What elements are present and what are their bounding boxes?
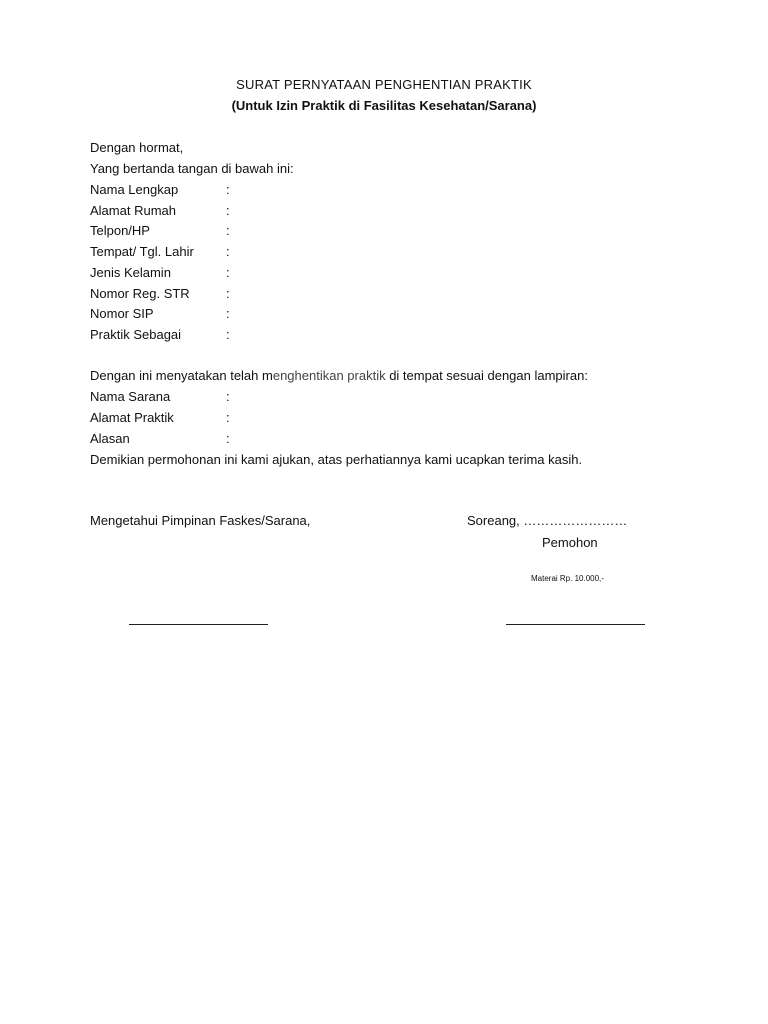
field-alamat-praktik [90, 410, 230, 426]
document-subtitle: (Untuk Izin Praktik di Fasilitas Kesehatan/Sarana) [231, 98, 537, 113]
field-label: Tempat/ Tgl. Lahir [90, 244, 194, 259]
field-label: Nomor Reg. STR [90, 286, 190, 301]
statement-part-3: di tempat sesuai dengan lampiran: [385, 368, 588, 383]
field-label: Jenis Kelamin [90, 265, 171, 280]
field-label: Praktik Sebagai [90, 327, 182, 342]
signature-line-left [129, 624, 268, 625]
signature-line-right [506, 624, 645, 625]
field-colon: : [226, 265, 230, 280]
document-title: SURAT PERNYATAAN PENGHENTIAN PRAKTIK [236, 77, 532, 92]
field-colon: : [226, 389, 230, 404]
closing-text: Demikian permohonan ini kami ajukan, atas perhatiannya kami ucapkan terima kasih. [90, 452, 583, 467]
field-label: Alamat Praktik [90, 410, 174, 425]
field-label: Alasan [90, 431, 130, 446]
field-label: Nama Sarana [90, 389, 171, 404]
field-colon: : [226, 203, 230, 218]
field-colon: : [226, 431, 230, 446]
field-label: Nama Lengkap [90, 182, 179, 197]
field-colon: : [226, 223, 230, 238]
field-colon: : [226, 410, 230, 425]
field-colon: : [226, 286, 230, 301]
applicant-label: Pemohon [542, 535, 598, 550]
field-nama-sarana [90, 389, 230, 405]
statement-text [90, 368, 588, 384]
field-label: Nomor SIP [90, 306, 154, 321]
acknowledgement-label: Mengetahui Pimpinan Faskes/Sarana, [90, 513, 311, 528]
greeting: Dengan hormat, [90, 140, 184, 155]
field-colon: : [226, 327, 230, 342]
field-praktik-sebagai [90, 327, 230, 343]
field-colon: : [226, 244, 230, 259]
field-colon: : [226, 306, 230, 321]
field-nama-lengkap [90, 182, 230, 198]
signed-below-text: Yang bertanda tangan di bawah ini: [90, 161, 294, 176]
field-nomor-sip [90, 306, 230, 322]
field-jenis-kelamin [90, 265, 230, 281]
field-colon: : [226, 182, 230, 197]
field-nomor-reg-str [90, 286, 230, 302]
place-date: Soreang, …………………… [467, 513, 628, 528]
field-alamat-rumah [90, 203, 230, 219]
statement-part-1: Dengan ini menyatakan telah m [90, 368, 273, 383]
stamp-note: Materai Rp. 10.000,- [531, 574, 604, 583]
statement-part-2: enghentikan praktik [272, 368, 386, 383]
field-telpon [90, 223, 230, 239]
field-label: Alamat Rumah [90, 203, 176, 218]
field-label: Telpon/HP [90, 223, 150, 238]
field-tempat-tgl-lahir [90, 244, 230, 260]
field-alasan [90, 431, 230, 447]
